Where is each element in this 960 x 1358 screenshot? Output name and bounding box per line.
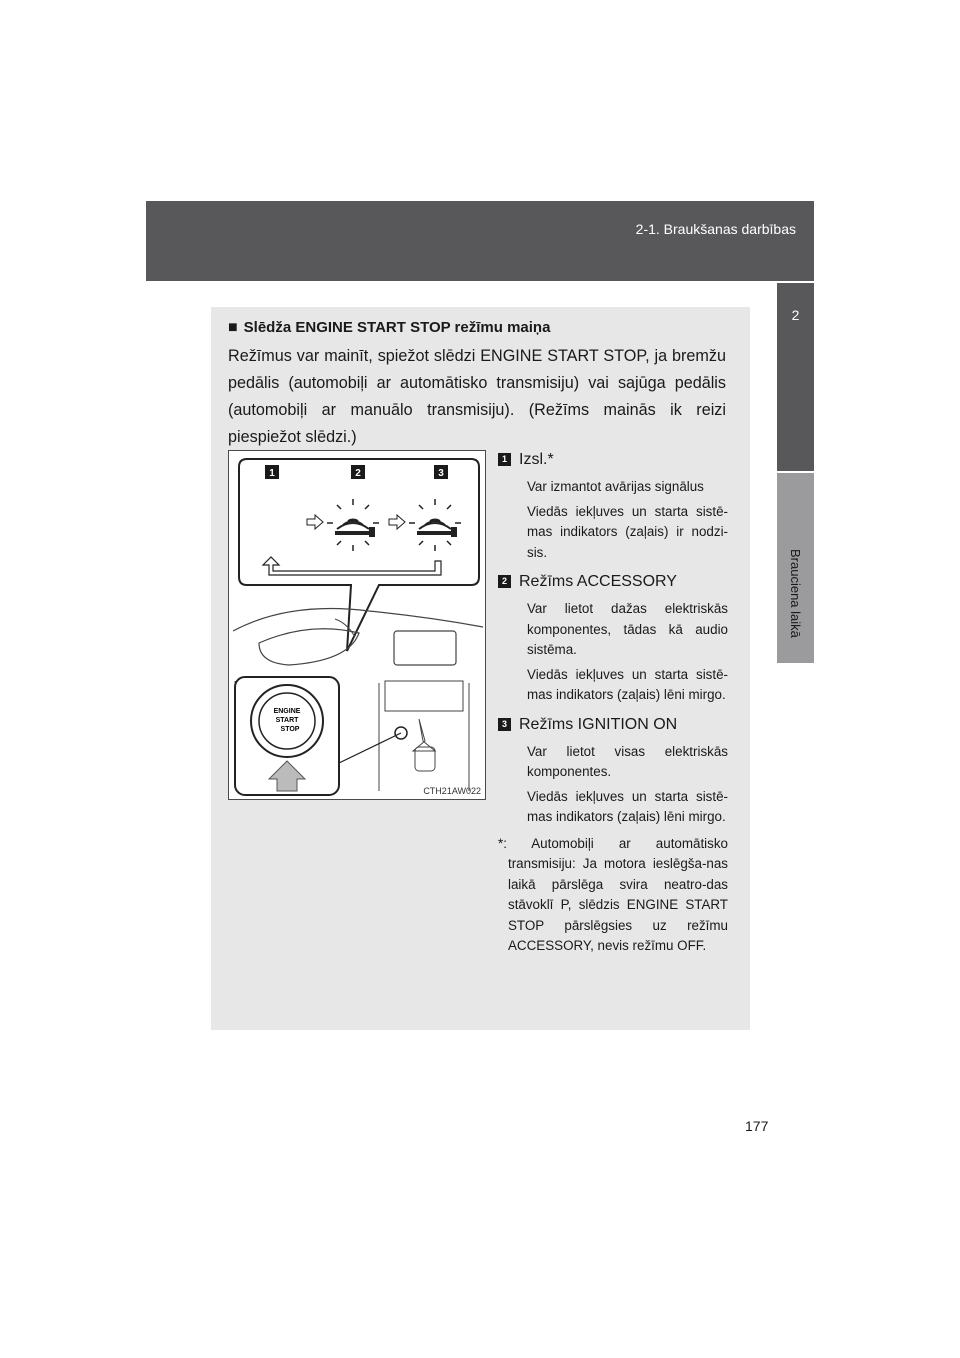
mode-description: Viedās iekļuves un starta sistē-mas indikators (zaļais) ir nodzi-sis. [527, 503, 728, 560]
badge-3-label: 3 [438, 468, 444, 479]
mode-item-off [498, 447, 728, 563]
mode-item-accessory [498, 569, 728, 706]
mode-description: Var izmantot avārijas signālus [527, 479, 704, 494]
illustration-svg [229, 451, 485, 799]
button-line-stop: STOP [280, 726, 300, 733]
section-heading [228, 319, 550, 337]
figure-code: CTH21AW022 [423, 786, 481, 796]
page-number: 177 [745, 1118, 769, 1134]
mode-description: Viedās iekļuves un starta sistē-mas indikators (zaļais) lēni mirgo. [527, 788, 728, 824]
chapter-tab [777, 283, 814, 471]
chapter-name: Brauciena laikā [788, 549, 803, 638]
mode-description: Var lietot visas elektriskās komponentes. [527, 743, 728, 779]
badge-2-label: 2 [355, 468, 361, 479]
mode-description: Var lietot dažas elektriskās komponentes, tādas kā audio sistēma. [527, 601, 728, 657]
mode-title: Režīms ACCESSORY [519, 573, 677, 590]
badge-1-label: 1 [269, 468, 275, 479]
chapter-label-tab [777, 473, 814, 663]
section-breadcrumb: 2-1. Braukšanas darbības [635, 221, 796, 237]
number-badge-icon: 2 [498, 575, 511, 588]
intro-paragraph: Režīmus var mainīt, spiežot slēdzi ENGINE START STOP, ja bremžu pedālis (automobiļi ar automātisko transmisiju) vai sajūga pedālis (automobiļi ar manuālo transmisiju). (Režīms mainās ik reizi piespiežot slēdzi.) [228, 347, 726, 446]
mode-item-ignition-on [498, 712, 728, 828]
number-badge-icon: 3 [498, 718, 511, 731]
mode-title: Izsl.* [519, 451, 554, 468]
mode-title: Režīms IGNITION ON [519, 715, 678, 733]
section-heading-text: Slēdža ENGINE START STOP režīmu maiņa [243, 319, 551, 336]
number-badge-icon: 1 [498, 453, 511, 466]
button-line-engine: ENGINE [273, 708, 301, 715]
content-box [211, 307, 750, 1030]
header-band [146, 201, 814, 281]
button-line-start: START [275, 717, 299, 724]
mode-description: Viedās iekļuves un starta sistē-mas indikators (zaļais) lēni mirgo. [527, 666, 728, 702]
mode-list [498, 447, 728, 957]
bullet-square-icon: ■ [228, 319, 238, 336]
illustration-engine-start-stop [228, 450, 486, 800]
footnote: *: Automobiļi ar automātisko transmisiju: Ja motora ieslēgša-nas laikā pārslēga svira neatro-das stāvoklī P, slēdzis ENGINE START STOP pārslēgsies uz režīmu ACCESSORY, nevis režīmu OFF. [498, 835, 728, 953]
chapter-number: 2 [791, 307, 800, 323]
